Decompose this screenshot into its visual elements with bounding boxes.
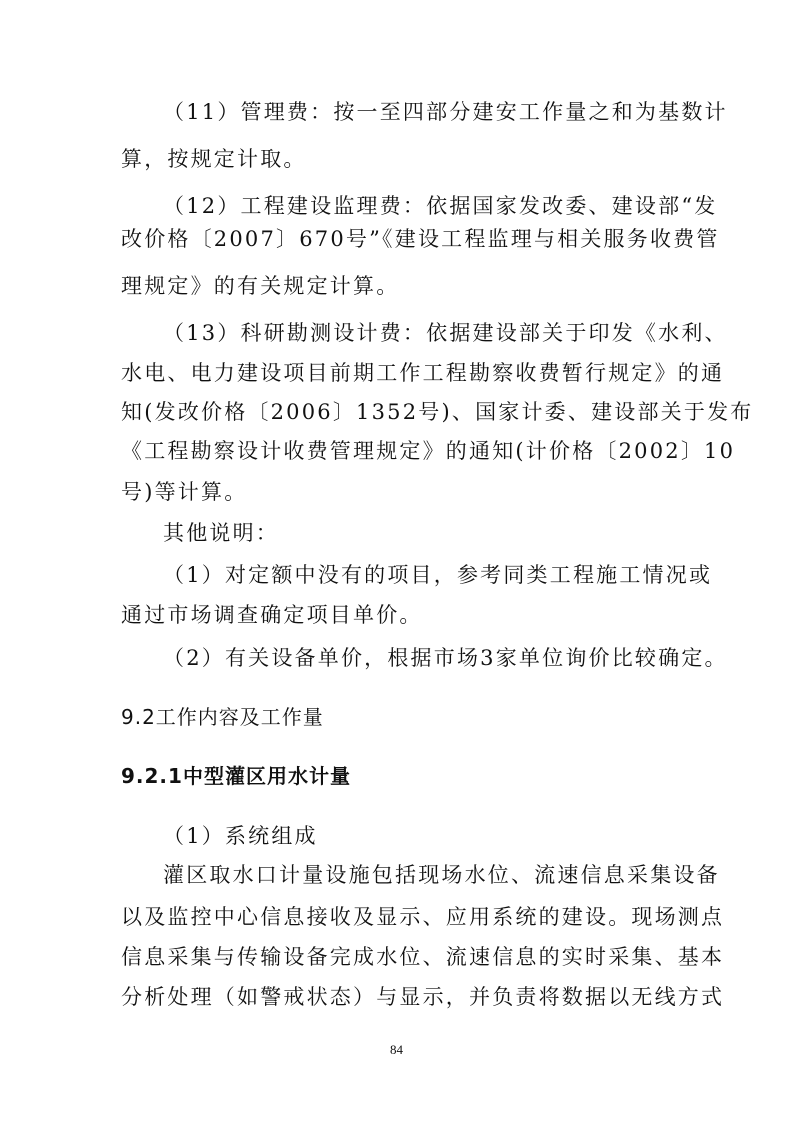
- paragraph-line: 知(发改价格〔2006〕1352号)、国家计委、建设部关于发布: [121, 400, 754, 424]
- paragraph-line: （2）有关设备单价，根据市场3家单位询价比较确定。: [163, 646, 728, 670]
- item-heading: （1）系统组成: [163, 824, 318, 848]
- paragraph-line: 分析处理（如警戒状态）与显示，并负责将数据以无线方式: [121, 985, 725, 1009]
- section-heading-9-2: 9.2工作内容及工作量: [121, 705, 324, 729]
- paragraph-line: 通过市场调查确定项目单价。: [121, 603, 423, 627]
- other-notes-label: 其他说明：: [163, 521, 279, 545]
- paragraph-line: 算，按规定计取。: [121, 147, 307, 171]
- page-number: 84: [390, 1042, 403, 1057]
- paragraph-line: （11）管理费：按一至四部分建安工作量之和为基数计: [163, 100, 728, 124]
- paragraph-line: 灌区取水口计量设施包括现场水位、流速信息采集设备: [163, 863, 720, 887]
- paragraph-line: 水电、电力建设项目前期工作工程勘察收费暂行规定》的通: [121, 361, 725, 385]
- paragraph-line: 理规定》的有关规定计算。: [121, 274, 400, 298]
- paragraph-line: 号)等计算。: [121, 480, 248, 504]
- paragraph-line: （1）对定额中没有的项目，参考同类工程施工情况或: [163, 563, 713, 587]
- paragraph-line: 以及监控中心信息接收及显示、应用系统的建设。现场测点: [121, 905, 725, 929]
- paragraph-line: 《工程勘察设计收费管理规定》的通知(计价格〔2002〕10: [121, 439, 736, 463]
- section-heading-9-2-1: 9.2.1中型灌区用水计量: [121, 764, 351, 788]
- paragraph-line: （12）工程建设监理费：依据国家发改委、建设部“发: [163, 194, 718, 218]
- paragraph-line: （13）科研勘测设计费：依据建设部关于印发《水利、: [163, 321, 728, 345]
- paragraph-line: 改价格〔2007〕670号”《建设工程监理与相关服务收费管: [121, 227, 720, 251]
- paragraph-line: 信息采集与传输设备完成水位、流速信息的实时采集、基本: [121, 945, 725, 969]
